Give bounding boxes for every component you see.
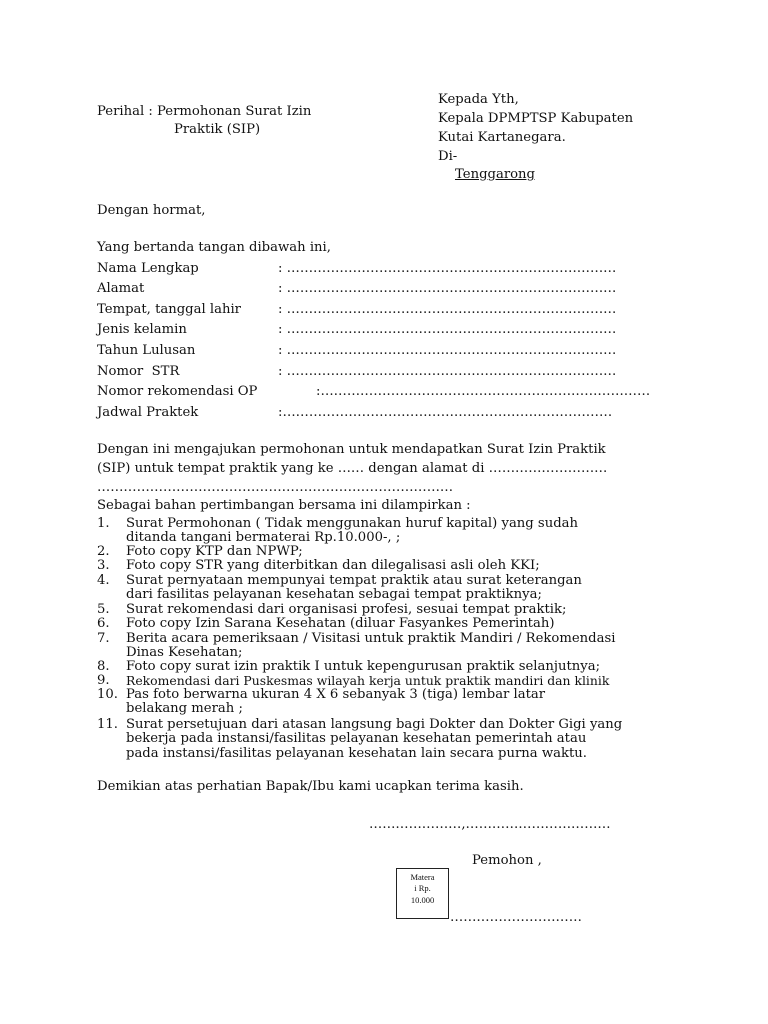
field-label-rekomendasi-op: Nomor rekomendasi OP (97, 384, 258, 399)
list-item-text: Surat persetujuan dari atasan langsung bagi Dokter dan Dokter Gigi yang (126, 717, 623, 732)
list-item-text: Surat rekomendasi dari organisasi profesi, sesuai tempat praktik; (126, 602, 567, 617)
signature-line: ………………………… (450, 910, 582, 925)
field-value-nama: : ………………………………………………………………… (278, 261, 617, 276)
field-value-rekomendasi-op: :………………………………………………………………… (316, 384, 651, 399)
pemohon-label: Pemohon , (472, 853, 542, 868)
field-value-alamat: : ………………………………………………………………… (278, 281, 617, 296)
meterai-line-1: Matera (410, 872, 435, 882)
recipient-line-2: Kepala DPMPTSP Kabupaten (438, 111, 634, 126)
intro: Yang bertanda tangan dibawah ini, (97, 240, 331, 255)
list-item-text: Pas foto berwarna ukuran 4 X 6 sebanyak 3 (tiga) lembar latar (126, 687, 546, 702)
list-item-text: Foto copy STR yang diterbitkan dan dilegalisasi asli oleh KKI; (126, 558, 540, 573)
meterai-line-3: 10.000 (410, 894, 435, 905)
request-line-4: Sebagai bahan pertimbangan bersama ini dilampirkan : (97, 498, 471, 513)
list-item-text: Surat pernyataan mempunyai tempat praktik atau surat keterangan (126, 573, 582, 588)
list-item-text: Berita acara pemeriksaan / Visitasi untuk praktik Mandiri / Rekomendasi (126, 631, 616, 646)
recipient-city: Tenggarong (455, 167, 535, 182)
list-item-text: bekerja pada instansi/fasilitas pelayanan kesehatan pemerintah atau (126, 731, 587, 746)
field-value-tahun-lulusan: : ………………………………………………………………… (278, 343, 617, 358)
list-item-text: Foto copy KTP dan NPWP; (126, 544, 303, 559)
field-value-jenis-kelamin: : ………………………………………………………………… (278, 322, 617, 337)
list-item-text: belakang merah ; (126, 701, 243, 716)
field-label-tahun-lulusan: Tahun Lulusan (97, 343, 196, 358)
perihal-line-1: Perihal : Permohonan Surat Izin (97, 104, 312, 119)
list-item-text: Surat Permohonan ( Tidak menggunakan huruf kapital) yang sudah (126, 516, 578, 531)
field-label-jenis-kelamin: Jenis kelamin (97, 322, 187, 337)
request-line-3: ……………………………………………………………………… (97, 480, 454, 495)
field-label-alamat: Alamat (97, 281, 145, 296)
request-line-2: (SIP) untuk tempat praktik yang ke …… dengan alamat di ……………………… (97, 461, 608, 476)
recipient-line-3: Kutai Kartanegara. (438, 130, 566, 145)
closing: Demikian atas perhatian Bapak/Ibu kami ucapkan terima kasih. (97, 779, 524, 794)
field-label-nomor-str: Nomor STR (97, 364, 180, 379)
field-value-ttl: : ………………………………………………………………… (278, 302, 617, 317)
list-item-number: 4. (97, 573, 110, 588)
recipient-line-4: Di- (438, 149, 458, 164)
list-item-text: Rekomendasi dari Puskesmas wilayah kerja untuk praktik mandiri dan klinik (126, 673, 610, 688)
list-item-text: Foto copy surat izin praktik I untuk kepengurusan praktik selanjutnya; (126, 659, 601, 674)
place-date-line: …………………,…………………………… (369, 817, 611, 832)
list-item-text: pada instansi/fasilitas pelayanan kesehatan lain secara purna waktu. (126, 746, 587, 761)
field-value-jadwal-praktek: :………………………………………………………………… (278, 405, 613, 420)
list-item-number: 5. (97, 602, 110, 617)
perihal-line-2: Praktik (SIP) (174, 122, 261, 137)
list-item-number: 9. (97, 673, 110, 688)
list-item-text: Foto copy Izin Sarana Kesehatan (diluar Fasyankes Pemerintah) (126, 616, 555, 631)
list-item-text: Dinas Kesehatan; (126, 645, 243, 660)
list-item-text: ditanda tangani bermaterai Rp.10.000-, ; (126, 530, 401, 545)
list-item-number: 3. (97, 558, 110, 573)
field-label-jadwal-praktek: Jadwal Praktek (97, 405, 199, 420)
list-item-number: 8. (97, 659, 110, 674)
meterai-box (396, 868, 449, 919)
field-label-ttl: Tempat, tanggal lahir (97, 302, 241, 317)
field-label-nama: Nama Lengkap (97, 261, 199, 276)
list-item-number: 2. (97, 544, 110, 559)
meterai-line-2: i Rp. (414, 883, 431, 894)
list-item-number: 7. (97, 631, 110, 646)
list-item-number: 11. (97, 717, 118, 732)
list-item-number: 1. (97, 516, 110, 531)
list-item-number: 10. (97, 687, 118, 702)
list-item-number: 6. (97, 616, 110, 631)
field-value-nomor-str: : ………………………………………………………………… (278, 364, 617, 379)
list-item-text: dari fasilitas pelayanan kesehatan sebagai tempat praktiknya; (126, 587, 542, 602)
greeting: Dengan hormat, (97, 203, 206, 218)
request-line-1: Dengan ini mengajukan permohonan untuk mendapatkan Surat Izin Praktik (97, 442, 606, 457)
recipient-line-1: Kepada Yth, (438, 92, 519, 107)
